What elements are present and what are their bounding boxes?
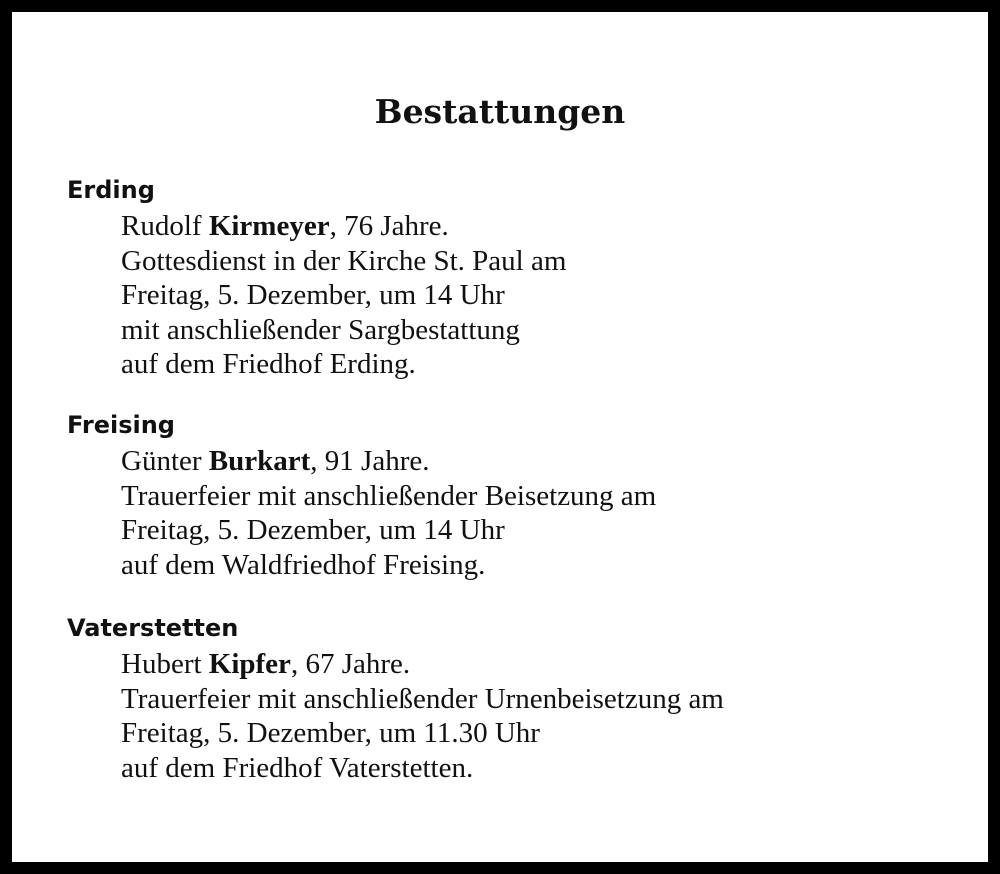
- last-name: Kirmeyer: [208, 210, 330, 242]
- last-name: Kipfer: [208, 648, 291, 680]
- place-heading: Vaterstetten: [67, 614, 239, 642]
- first-name: Hubert: [121, 648, 202, 680]
- notice-frame: [12, 12, 988, 862]
- entry-line: Freitag, 5. Dezember, um 11.30 Uhr: [121, 717, 540, 749]
- age: , 67 Jahre.: [290, 648, 411, 680]
- place-heading: Erding: [67, 176, 155, 204]
- entry-line: Freitag, 5. Dezember, um 14 Uhr: [121, 279, 505, 311]
- name-line: [121, 444, 656, 479]
- section-erding: [67, 175, 566, 382]
- first-name: Günter: [121, 445, 202, 477]
- entry-body: [121, 209, 566, 382]
- entry-line: Trauerfeier mit anschließender Beisetzung am: [121, 479, 657, 512]
- entry-line: Freitag, 5. Dezember, um 14 Uhr: [121, 514, 505, 546]
- entry-line: Gottesdienst in der Kirche St. Paul am: [121, 244, 567, 277]
- age: , 76 Jahre.: [329, 210, 449, 242]
- entry-line: auf dem Friedhof Vaterstetten.: [121, 751, 474, 784]
- name-line: [121, 209, 566, 244]
- entry-line: auf dem Waldfriedhof Freising.: [121, 548, 486, 581]
- name-line: [121, 647, 724, 682]
- entry-line: mit anschließender Sargbestattung: [121, 313, 520, 346]
- entry-line: Trauerfeier mit anschließender Urnenbeisetzung am: [121, 682, 724, 715]
- section-vaterstetten: [67, 613, 724, 785]
- entry-body: [121, 444, 656, 582]
- entry-body: [121, 647, 724, 785]
- entry-line: auf dem Friedhof Erding.: [121, 348, 416, 380]
- age: , 91 Jahre.: [310, 445, 430, 477]
- last-name: Burkart: [208, 445, 311, 477]
- section-freising: [67, 410, 656, 582]
- page-title: Bestattungen: [374, 92, 626, 131]
- place-heading: Freising: [67, 411, 175, 439]
- first-name: Rudolf: [121, 210, 202, 242]
